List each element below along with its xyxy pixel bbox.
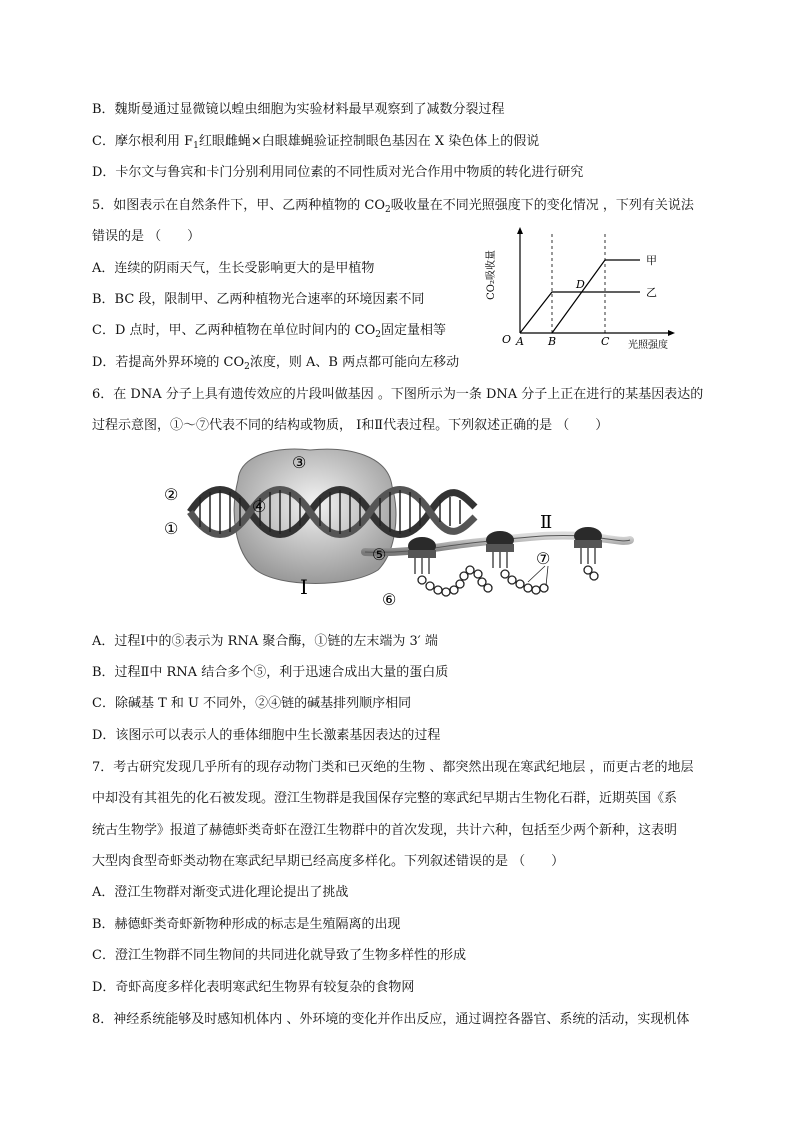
question-7-stem-3: 统古生物学》报道了赫德虾类奇虾在澄江生物群中的首次发现，共计六种，包括至少两个新种，这表明 — [92, 823, 678, 838]
x-axis-label: 光照强度 — [628, 340, 668, 351]
polypeptide-chains — [418, 566, 598, 596]
option-c-q5: C．D 点时，甲、乙两种植物在单位时间内的 $CO_2$固定量相等 — [92, 323, 446, 340]
label-4: ④ — [252, 497, 267, 516]
label-3: ③ — [292, 453, 307, 472]
label-6: ⑥ — [382, 590, 397, 609]
option-b-q6: B．过程Ⅱ中 RNA 结合多个⑤，利于迅速合成出大量的蛋白质 — [92, 665, 449, 680]
option-a-q6: A．过程Ⅰ中的⑤表示为 RNA 聚合酶，①链的左末端为 3′ 端 — [92, 634, 438, 649]
gene-expression-figure — [160, 442, 640, 614]
point-a-label: A — [516, 335, 524, 348]
option-a-q5: A．连续的阴雨天气，生长受影响更大的是甲植物 — [92, 261, 375, 276]
question-7-stem: 7．考古研究发现几乎所有的现存动物门类和已灭绝的生物 、都突然出现在寒武纪地层 ，而更古老的地层 — [92, 760, 694, 775]
option-c-q6: C．除碱基 T 和 U 不同外，②④链的碱基排列顺序相同 — [92, 696, 412, 711]
label-2: ② — [164, 485, 179, 504]
point-c-label: C — [601, 335, 610, 348]
question-6-stem: 6．在 DNA 分子上具有遗传效应的片段叫做基因 。下图所示为一条 DNA 分子上正在进行的某基因表达的 — [92, 387, 704, 402]
point-b-label: B — [548, 335, 557, 348]
origin-label: O — [502, 333, 512, 346]
ribosome-2 — [486, 531, 514, 568]
label-1: ① — [164, 519, 179, 538]
point-d-label: D — [576, 278, 585, 291]
y-axis-label: CO₂吸收量 — [486, 250, 497, 300]
question-8-stem: 8．神经系统能够及时感知机体内 、外环境的变化并作出反应，通过调控各器官、系统的活动，实现机体 — [92, 1012, 690, 1027]
co2-light-graph — [480, 226, 680, 352]
option-b-q7: B．赫德虾类奇虾新物种形成的标志是生殖隔离的出现 — [92, 917, 401, 932]
question-5-stem: 5．如图表示在自然条件下，甲、乙两种植物的 $CO_2$吸收量在不同光照强度下的变化情况 ，下列有关说法 — [92, 198, 694, 215]
option-b-q5: B．BC 段，限制甲、乙两种植物光合速率的环境因素不同 — [92, 292, 425, 307]
option-c-q7: C．澄江生物群不同生物间的共同进化就导致了生物多样性的形成 — [92, 948, 466, 963]
label-5: ⑤ — [372, 545, 387, 564]
option-b-q4: B．魏斯曼通过显微镜以蝗虫细胞为实验材料最早观察到了减数分裂过程 — [92, 102, 505, 117]
option-a-q7: A．澄江生物群对渐变式进化理论提出了挑战 — [92, 885, 349, 900]
label-7: ⑦ — [536, 549, 551, 568]
process-2-label: Ⅱ — [540, 512, 553, 533]
option-c-q4: C．摩尔根利用 $F_1$红眼雌蝇×白眼雄蝇验证控制眼色基因在 X 染色体上的假说 — [92, 134, 540, 151]
question-5-stem-cont: 错误的是 （ ） — [92, 229, 201, 244]
option-d-q7: D．奇虾高度多样化表明寒武纪生物界有较复杂的食物网 — [92, 980, 415, 995]
option-d-q4: D．卡尔文与鲁宾和卡门分别利用同位素的不同性质对光合作用中物质的转化进行研究 — [92, 165, 584, 180]
ribosome-1 — [408, 537, 436, 574]
series-jia-label: 甲 — [646, 254, 657, 267]
series-yi-label: 乙 — [646, 286, 657, 299]
process-1-label: Ⅰ — [300, 575, 308, 599]
option-d-q6: D．该图示可以表示人的垂体细胞中生长激素基因表达的过程 — [92, 728, 441, 743]
question-7-stem-4: 大型肉食型奇虾类动物在寒武纪早期已经高度多样化。下列叙述错误的是 （ ） — [92, 854, 565, 869]
option-d-q5: D．若提高外界环境的 $CO_2$浓度，则 A、B 两点都可能向左移动 — [92, 355, 460, 372]
question-7-stem-2: 中却没有其祖先的化石被发现。澄江生物群是我国保存完整的寒武纪早期古生物化石群，近期英国《系 — [92, 791, 678, 806]
ribosome-3 — [574, 527, 602, 564]
series-yi-line — [520, 292, 640, 333]
series-jia-line — [552, 260, 640, 333]
question-6-stem-cont: 过程示意图，①～⑦代表不同的结构或物质， Ⅰ和Ⅱ代表过程。下列叙述正确的是 （ ） — [92, 418, 609, 433]
